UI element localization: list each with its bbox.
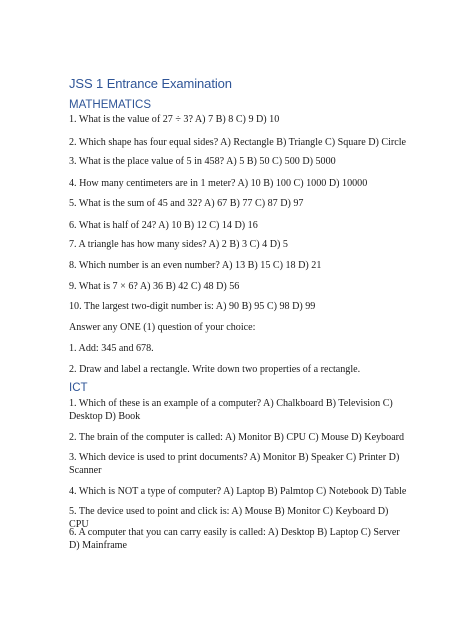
document-title: JSS 1 Entrance Examination: [69, 76, 232, 91]
theory-instruction: Answer any ONE (1) question of your choice:: [69, 322, 256, 333]
math-question-3: 3. What is the place value of 5 in 458? A) 5 B) 50 C) 500 D) 5000: [69, 156, 336, 167]
math-question-2: 2. Which shape has four equal sides? A) Rectangle B) Triangle C) Square D) Circle: [69, 137, 407, 148]
ict-question-6: 6. A computer that you can carry easily is called: A) Desktop B) Laptop C) Server D) Mainframe: [69, 527, 400, 551]
math-question-7: 7. A triangle has how many sides? A) 2 B) 3 C) 4 D) 5: [69, 239, 288, 250]
theory-question-2: 2. Draw and label a rectangle. Write down two properties of a rectangle.: [69, 364, 361, 375]
math-question-10: 10. The largest two-digit number is: A) 90 B) 95 C) 98 D) 99: [69, 301, 316, 312]
theory-question-1: 1. Add: 345 and 678.: [69, 343, 154, 354]
math-question-6: 6. What is half of 24? A) 10 B) 12 C) 14 D) 16: [69, 220, 258, 231]
ict-question-2: 2. The brain of the computer is called: A) Monitor B) CPU C) Mouse D) Keyboard: [69, 432, 405, 443]
section-heading-mathematics: MATHEMATICS: [69, 99, 151, 111]
section-heading-ict: ICT: [69, 382, 88, 394]
ict-question-5: 5. The device used to point and click is: A) Mouse B) Monitor C) Keyboard D) CPU: [69, 506, 389, 530]
math-question-8: 8. Which number is an even number? A) 13 B) 15 C) 18 D) 21: [69, 260, 322, 271]
math-question-1: 1. What is the value of 27 ÷ 3? A) 7 B) 8 C) 9 D) 10: [69, 114, 280, 125]
math-question-5: 5. What is the sum of 45 and 32? A) 67 B) 77 C) 87 D) 97: [69, 198, 304, 209]
math-question-4: 4. How many centimeters are in 1 meter? A) 10 B) 100 C) 1000 D) 10000: [69, 178, 368, 189]
math-question-9: 9. What is 7 × 6? A) 36 B) 42 C) 48 D) 56: [69, 281, 240, 292]
ict-question-3: 3. Which device is used to print documents? A) Monitor B) Speaker C) Printer D) Scanner: [69, 452, 400, 476]
ict-question-1: 1. Which of these is an example of a computer? A) Chalkboard B) Television C) Desktop D) Book: [69, 398, 393, 422]
ict-question-4: 4. Which is NOT a type of computer? A) Laptop B) Palmtop C) Notebook D) Table: [69, 486, 407, 497]
